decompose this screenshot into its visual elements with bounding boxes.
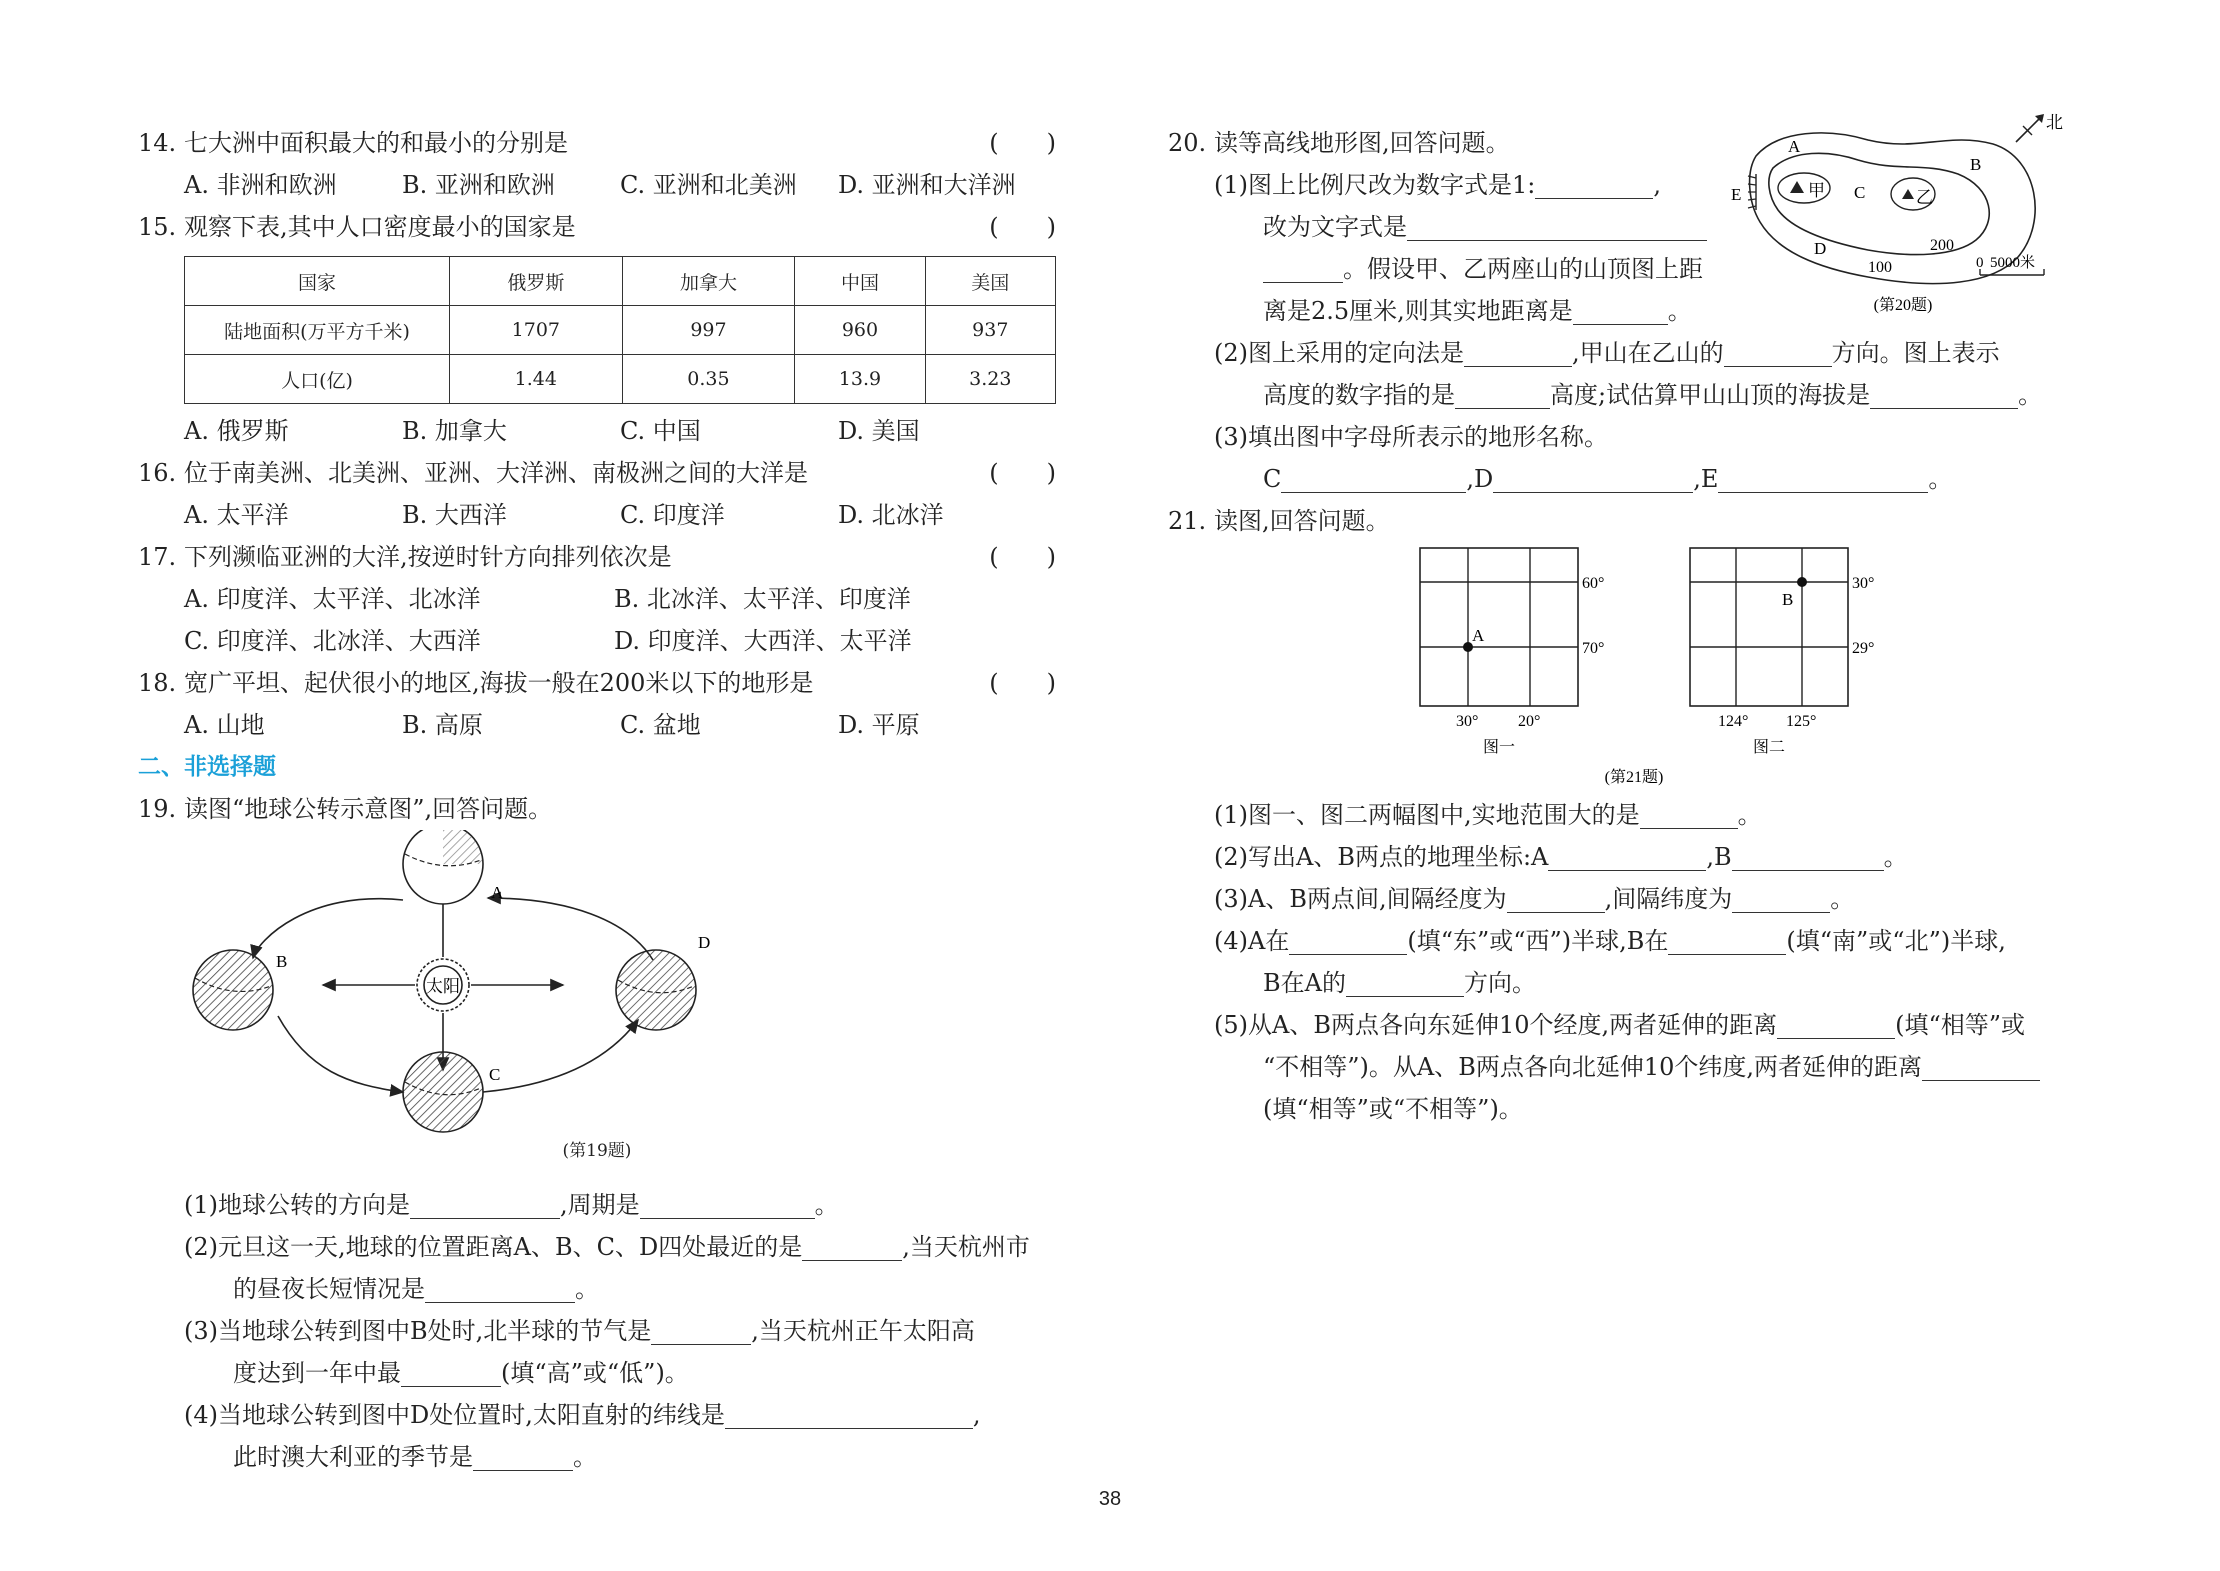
grid-maps [1168, 542, 2088, 790]
position-label-d: D [698, 933, 711, 952]
contour-label-200: 200 [1930, 237, 1954, 254]
q21-part-3: (3)A、B两点间,间隔经度为 ,间隔纬度为 。 [1214, 885, 1855, 913]
table-cell: 美国 [925, 257, 1055, 306]
answer-blank[interactable] [1281, 464, 1466, 493]
q19-part-3-cont: 度达到一年中最 (填“高”或“低”)。 [233, 1359, 689, 1387]
option-c: C. 亚洲和北美洲 [620, 171, 797, 199]
scale-label: 5000米 [1990, 255, 2036, 271]
option-c: C. 印度洋、北冰洋、大西洋 [184, 627, 481, 655]
longitude-label: 30° [1456, 713, 1479, 730]
map-letter-d: D [1814, 239, 1827, 258]
orbit-arrow [488, 898, 653, 960]
table-row [185, 355, 1056, 404]
question-15 [138, 206, 1056, 248]
section-heading: 二、非选择题 [138, 754, 276, 780]
position-label-b: B [276, 952, 288, 971]
latitude-label: 60° [1582, 575, 1605, 592]
answer-bracket: ( ) [989, 459, 1056, 487]
q20-part-1-line-2: 改为文字式是 [1168, 206, 2088, 248]
q21-part-5-cont-2: (填“相等”或“不相等”)。 [1263, 1095, 1523, 1123]
answer-blank[interactable] [1668, 926, 1786, 955]
answer-blank[interactable] [1507, 884, 1605, 913]
left-column [138, 122, 1056, 1478]
question-number: 21. [1168, 507, 1207, 535]
q21-part-5: (5)从A、B两点各向东延伸10个经度,两者延伸的距离 (填“相等”或 [1214, 1011, 2026, 1039]
answer-blank[interactable] [1493, 464, 1693, 493]
table-cell: 陆地面积(万平方千米) [185, 306, 450, 355]
longitude-label: 125° [1786, 713, 1817, 730]
option-b: B. 亚洲和欧洲 [402, 171, 555, 199]
question-17 [138, 536, 1056, 578]
q21-part-1: (1)图一、图二两幅图中,实地范围大的是 。 [1214, 801, 1762, 829]
question-stem: 宽广平坦、起伏很小的地区,海拔一般在200米以下的地形是 [184, 669, 814, 697]
answer-blank[interactable] [401, 1358, 501, 1387]
answer-bracket: ( ) [989, 129, 1056, 157]
earth-orbit-diagram [138, 830, 1056, 1136]
scale-zero: 0 [1976, 255, 1984, 271]
earth-b [193, 950, 287, 1030]
q19-part-2-cont: 的昼夜长短情况是 。 [233, 1275, 599, 1303]
option-a: A. 太平洋 [184, 501, 289, 529]
answer-blank[interactable] [410, 1190, 560, 1219]
question-stem: 七大洲中面积最大的和最小的分别是 [184, 129, 568, 157]
answer-blank[interactable] [1718, 464, 1928, 493]
answer-blank[interactable] [1732, 884, 1830, 913]
answer-blank[interactable] [640, 1190, 815, 1219]
answer-blank[interactable] [1922, 1052, 2040, 1081]
orbit-arrow [483, 1020, 638, 1092]
answer-blank[interactable] [1870, 380, 2018, 409]
table-cell: 加拿大 [622, 257, 795, 306]
question-number: 16. [138, 459, 177, 487]
question-14 [138, 122, 1056, 164]
grid-figure-1 [1420, 548, 1604, 756]
right-column [1168, 113, 2088, 1130]
question-stem: 读等高线地形图,回答问题。 [1214, 129, 1510, 157]
question-number: 20. [1168, 129, 1207, 157]
answer-blank[interactable] [1724, 338, 1832, 367]
option-d: D. 平原 [838, 711, 920, 739]
latitude-label: 70° [1582, 640, 1605, 657]
latitude-label: 30° [1852, 575, 1875, 592]
table-cell: 13.9 [795, 355, 925, 404]
question-stem: 读图,回答问题。 [1214, 507, 1390, 535]
position-label-c: C [489, 1065, 501, 1084]
answer-blank[interactable] [1289, 926, 1407, 955]
q19-part-4: (4)当地球公转到图中D处位置时,太阳直射的纬线是 , [184, 1401, 981, 1429]
table-cell: 国家 [185, 257, 450, 306]
map-letter-e: E [1731, 185, 1742, 204]
answer-blank[interactable] [1640, 800, 1738, 829]
answer-blank[interactable] [1535, 170, 1653, 199]
answer-bracket: ( ) [989, 669, 1056, 697]
answer-blank[interactable] [1464, 338, 1572, 367]
map-letter-c: C [1854, 183, 1866, 202]
population-table [184, 256, 1056, 404]
q20-part-2-line-2: 高度的数字指的是 高度;试估算甲山山顶的海拔是 。 [1263, 381, 2043, 409]
q20-part-3: (3)填出图中字母所表示的地形名称。 [1214, 423, 1608, 451]
answer-blank[interactable] [1263, 254, 1343, 283]
question-number: 18. [138, 669, 177, 697]
point-a-label: A [1472, 626, 1485, 645]
table-cell: 1.44 [450, 355, 623, 404]
question-stem: 位于南美洲、北美洲、亚洲、大洋洲、南极洲之间的大洋是 [184, 459, 808, 487]
option-d: D. 亚洲和大洋洲 [838, 171, 1016, 199]
figure-caption: (第21题) [1604, 769, 1664, 786]
option-c: C. 盆地 [620, 711, 701, 739]
option-a: A. 俄罗斯 [184, 417, 289, 445]
answer-bracket: ( ) [989, 543, 1056, 571]
point-b [1797, 577, 1807, 587]
question-stem: 读图“地球公转示意图”,回答问题。 [184, 795, 553, 823]
question-number: 17. [138, 543, 177, 571]
earth-orbit-figure [138, 830, 1056, 1136]
orbit-arrow [278, 1016, 403, 1092]
q19-part-1: (1)地球公转的方向是 ,周期是 。 [184, 1191, 839, 1219]
q21-part-4-cont: B在A的 方向。 [1263, 969, 1536, 997]
q20-part-1: (1)图上比例尺改为数字式是1: , [1214, 171, 1661, 199]
table-cell: 937 [925, 306, 1055, 355]
table-cell: 中国 [795, 257, 925, 306]
map-letter-a: A [1788, 137, 1801, 156]
grid-figure-2 [1690, 548, 1874, 756]
question-17-options-row-1 [138, 578, 1056, 620]
option-d: D. 北冰洋 [838, 501, 944, 529]
figure-caption: (第19题) [562, 1141, 632, 1161]
question-15-options [138, 410, 1056, 452]
north-label: 北 [2046, 113, 2063, 132]
answer-blank[interactable] [1777, 1010, 1895, 1039]
table-cell: 0.35 [622, 355, 795, 404]
q21-part-4: (4)A在 (填“东”或“西”)半球,B在 (填“南”或“北”)半球, [1214, 927, 2006, 955]
question-16-options [138, 494, 1056, 536]
orbit-arrow [253, 899, 403, 958]
q21-part-5-cont: “不相等”)。从A、B两点各向北延伸10个纬度,两者延伸的距离 [1168, 1046, 2088, 1088]
q20-part-2: (2)图上采用的定向法是 ,甲山在乙山的 方向。图上表示 [1214, 339, 2000, 367]
table-cell: 俄罗斯 [450, 257, 623, 306]
q20-part-3-line-2: C ,D ,E 。 [1263, 465, 1953, 493]
contour-label-100: 100 [1868, 259, 1892, 276]
question-18-options [138, 704, 1056, 746]
answer-bracket: ( ) [989, 213, 1056, 241]
answer-blank[interactable] [725, 1400, 973, 1429]
question-21 [1168, 500, 2088, 542]
answer-blank[interactable] [1732, 842, 1884, 871]
sun [417, 959, 469, 1011]
question-17-options-row-2 [138, 620, 1056, 662]
question-19 [138, 788, 1056, 830]
answer-blank[interactable] [473, 1442, 573, 1471]
longitude-label: 124° [1718, 713, 1749, 730]
table-cell: 997 [622, 306, 795, 355]
option-c: C. 中国 [620, 417, 701, 445]
table-cell: 人口(亿) [185, 355, 450, 404]
earth-d [616, 933, 710, 1030]
point-b-label: B [1782, 590, 1794, 609]
q20-part-1-line-4: 离是2.5厘米,则其实地距离是 。 [1263, 297, 1692, 325]
answer-blank[interactable] [1346, 968, 1464, 997]
page-number: 38 [1098, 1488, 1122, 1510]
jia-label: 甲 [1808, 181, 1825, 200]
question-16 [138, 452, 1056, 494]
table-cell: 1707 [450, 306, 623, 355]
table-row [185, 306, 1056, 355]
q19-part-3: (3)当地球公转到图中B处时,北半球的节气是 ,当天杭州正午太阳高 [184, 1317, 975, 1345]
option-a: A. 山地 [184, 711, 265, 739]
question-14-options [138, 164, 1056, 206]
question-stem: 观察下表,其中人口密度最小的国家是 [184, 213, 576, 241]
question-number: 15. [138, 213, 177, 241]
q19-part-4-cont: 此时澳大利亚的季节是 。 [233, 1443, 597, 1471]
answer-blank[interactable] [802, 1232, 902, 1261]
option-b: B. 高原 [402, 711, 483, 739]
q20-part-1-line-3: 。假设甲、乙两座山的山顶图上距 [1168, 248, 2088, 290]
option-b: B. 北冰洋、太平洋、印度洋 [614, 585, 911, 613]
table-cell: 3.23 [925, 355, 1055, 404]
question-stem: 下列濒临亚洲的大洋,按逆时针方向排列依次是 [184, 543, 672, 571]
q19-part-2: (2)元旦这一天,地球的位置距离A、B、C、D四处最近的是 ,当天杭州市 [184, 1233, 1030, 1261]
sun-label: 太阳 [426, 977, 460, 996]
answer-blank[interactable] [651, 1316, 751, 1345]
yi-label: 乙 [1916, 188, 1933, 207]
figure-title: 图一 [1482, 739, 1516, 756]
option-d: D. 印度洋、大西洋、太平洋 [614, 627, 912, 655]
question-18 [138, 662, 1056, 704]
option-d: D. 美国 [838, 417, 920, 445]
longitude-label: 20° [1518, 713, 1541, 730]
q21-figures [1168, 542, 2088, 790]
question-number: 19. [138, 795, 177, 823]
option-b: B. 大西洋 [402, 501, 507, 529]
table-cell: 960 [795, 306, 925, 355]
option-a: A. 印度洋、太平洋、北冰洋 [184, 585, 481, 613]
q21-part-2: (2)写出A、B两点的地理坐标:A ,B 。 [1214, 843, 1908, 871]
answer-blank[interactable] [1407, 212, 1707, 241]
figure-title: 图二 [1752, 739, 1786, 756]
answer-blank[interactable] [1455, 380, 1550, 409]
answer-blank[interactable] [425, 1274, 575, 1303]
question-number: 14. [138, 129, 177, 157]
option-a: A. 非洲和欧洲 [184, 171, 337, 199]
earth-a [403, 830, 504, 904]
latitude-label: 29° [1852, 640, 1875, 657]
answer-blank[interactable] [1548, 842, 1706, 871]
answer-blank[interactable] [1573, 296, 1668, 325]
figure-caption: (第20题) [1873, 297, 1933, 314]
map-letter-b: B [1970, 155, 1982, 174]
position-label-a: A [491, 883, 504, 902]
table-header-row [185, 257, 1056, 306]
option-b: B. 加拿大 [402, 417, 507, 445]
question-20 [1168, 122, 2088, 164]
option-c: C. 印度洋 [620, 501, 725, 529]
